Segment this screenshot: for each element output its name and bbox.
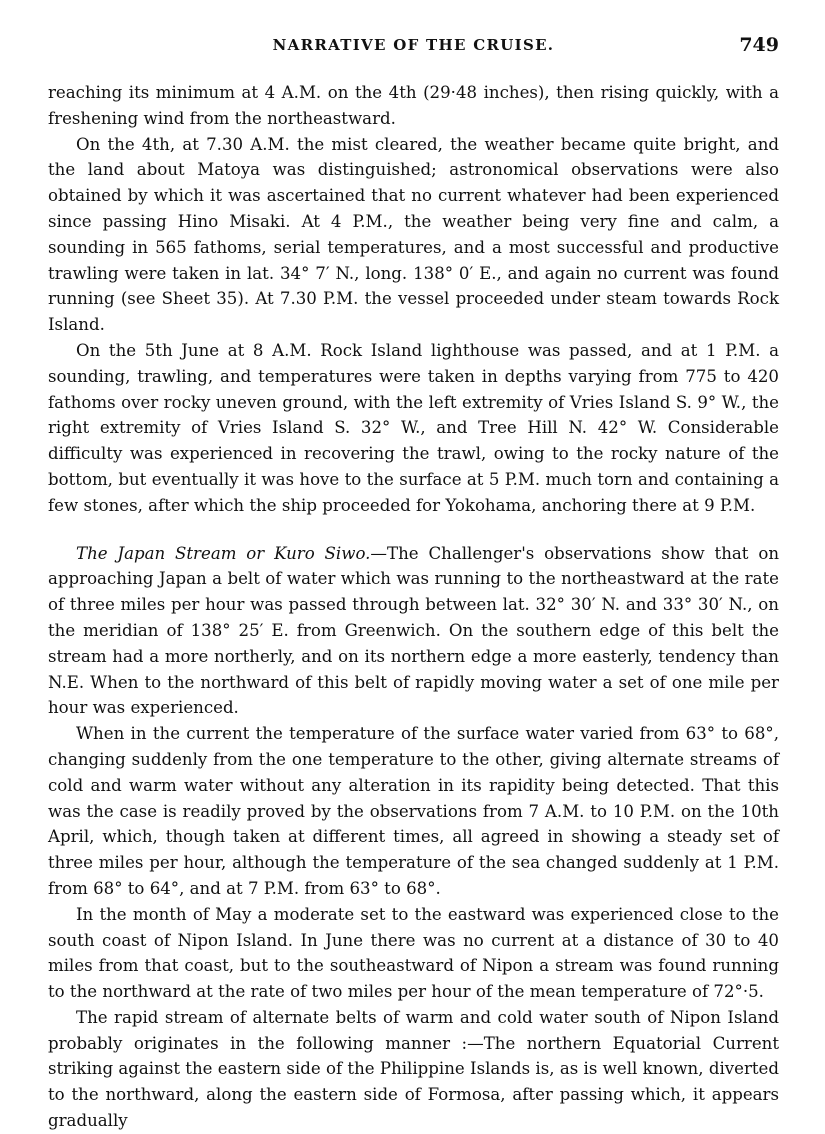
section-lead-text: —The Challenger's observations show that on approaching Japan a belt of water which was running to the northeastward at the rate of three miles per hour was passed through between lat. 32° 30′ N. and 33° 30′ N., on the meridian of 138° 25′ E. from Greenwich. On the southern edge of this belt the stream had a more northerly, and on its northern edge a more easterly, tendency than N.E. When to the northward of this belt of rapidly moving water a set of one mile per hour was experienced. xyxy=(48,543,780,718)
paragraph: On the 5th June at 8 A.M. Rock Island lighthouse was passed, and at 1 P.M. a sounding, trawling, and temperatures were taken in depths varying from 775 to 420 fathoms over rocky uneven ground, with the left extremity of Vries Island S. 9° W., the right extremity of Vries Island S. 32° W., and Tree Hill N. 42° W. Considerable difficulty was experienced in recovering the trawl, owing to the rocky nature of the bottom, but eventually it was hove to the surface at 5 P.M. much torn and containing a few stones, after which the ship proceeded for Yokohama, anchoring there at 9 P.M. xyxy=(48,340,779,515)
page-number: 749 xyxy=(739,34,779,56)
paragraph: reaching its minimum at 4 A.M. on the 4th (29·48 inches), then rising quickly, with a freshening wind from the northeastward. xyxy=(48,83,779,128)
paragraph: The rapid stream of alternate belts of warm and cold water south of Nipon Island probably originates in the following manner :—The northern Equatorial Current striking against the eastern side of the Philippine Islands is, as is well known, diverted to the northward, along the eastern side of Formosa, after passing which, it appears gradually xyxy=(48,1007,779,1131)
paragraph: In the month of May a moderate set to the eastward was experienced close to the south coast of Nipon Island. In June there was no current at a distance of 30 to 40 miles from that coast, but to the southeastward of Nipon a stream was found running to the northward at the rate of two miles per hour of the mean temperature of 72°·5. xyxy=(48,904,779,1002)
body-text xyxy=(48,80,779,1134)
running-title: NARRATIVE OF THE CRUISE. xyxy=(272,36,555,54)
paragraph: When in the current the temperature of the surface water varied from 63° to 68°, changing suddenly from the one temperature to the other, giving alternate streams of cold and warm water without any alteration in its rapidity being detected. That this was the case is readily proved by the observations from 7 A.M. to 10 P.M. on the 10th April, which, though taken at different times, all agreed in showing a steady set of three miles per hour, although the temperature of the sea changed suddenly at 1 P.M. from 68° to 64°, and at 7 P.M. from 63° to 68°. xyxy=(48,724,779,898)
section-paragraph xyxy=(48,541,779,722)
paragraph: On the 4th, at 7.30 A.M. the mist cleared, the weather became quite bright, and the land about Matoya was distinguished; astronomical observations were also obtained by which it was ascertained that no current whatever had been experienced since passing Hino Misaki. At 4 P.M., the weather being very fine and calm, a sounding in 565 fathoms, serial temperatures, and a most successful and productive trawling were taken in lat. 34° 7′ N., long. 138° 0′ E., and again no current was found running (see Sheet 35). At 7.30 P.M. the vessel proceeded under steam towards Rock Island. xyxy=(48,134,779,335)
section-heading: The Japan Stream or Kuro Siwo. xyxy=(76,543,371,563)
page-header xyxy=(48,36,779,60)
